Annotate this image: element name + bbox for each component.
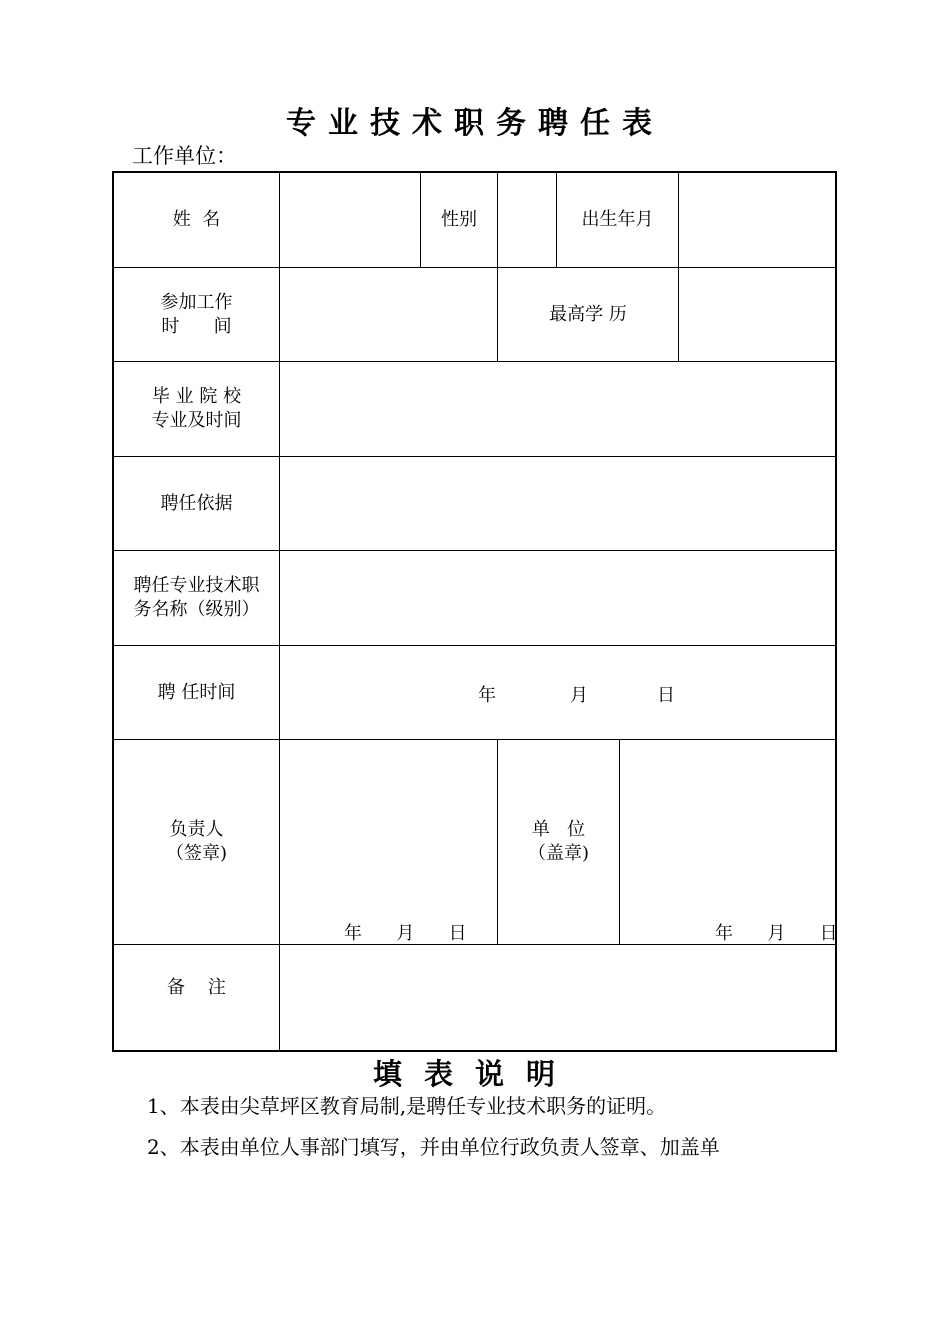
instruction-item-1: 1、本表由尖草坪区教育局制,是聘任专业技术职务的证明。	[147, 1094, 667, 1118]
basis-field[interactable]	[280, 457, 835, 550]
work-start-field[interactable]	[280, 268, 497, 361]
basis-label: 聘任依据	[160, 492, 233, 514]
period-month: 月	[570, 685, 588, 706]
name-field[interactable]	[280, 173, 420, 267]
appointment-form-table	[112, 171, 837, 1052]
remarks-field[interactable]	[280, 945, 835, 1050]
period-year: 年	[478, 685, 496, 706]
work-unit-label: 工作单位：	[132, 144, 237, 168]
unit-seal-label: 单 位 （盖章)	[527, 819, 590, 864]
education-label: 最高学 历	[549, 303, 627, 325]
leader-signature-field[interactable]	[280, 740, 497, 944]
period-day: 日	[657, 685, 675, 706]
work-start-label: 参加工作 时 间	[160, 291, 233, 337]
birth-field[interactable]	[679, 173, 835, 267]
leader-label: 负责人 （签章)	[165, 819, 228, 864]
period-field[interactable]	[280, 646, 835, 739]
unit-seal-date: 年 月 日	[715, 923, 838, 944]
post-title-field[interactable]	[280, 551, 835, 645]
instruction-item-2: 2、本表由单位人事部门填写，并由单位行政负责人签章、加盖单	[147, 1135, 720, 1159]
instructions-heading: 填表说明	[372, 1057, 577, 1091]
gender-label: 性别	[441, 209, 477, 230]
remarks-label: 备 注	[167, 976, 226, 998]
post-title-label: 聘任专业技术职 务名称（级别）	[133, 575, 260, 620]
school-field[interactable]	[280, 362, 835, 456]
gender-field[interactable]	[498, 173, 556, 267]
education-field[interactable]	[679, 268, 835, 361]
unit-seal-field[interactable]	[620, 740, 835, 944]
name-label: 姓 名	[172, 209, 221, 230]
birth-label: 出生年月	[581, 209, 654, 230]
leader-sign-date: 年 月 日	[344, 923, 467, 944]
period-label: 聘 任时间	[157, 681, 236, 703]
school-label: 毕 业 院 校 专业及时间	[151, 386, 242, 431]
form-title: 专业技术职务聘任表	[286, 106, 664, 141]
